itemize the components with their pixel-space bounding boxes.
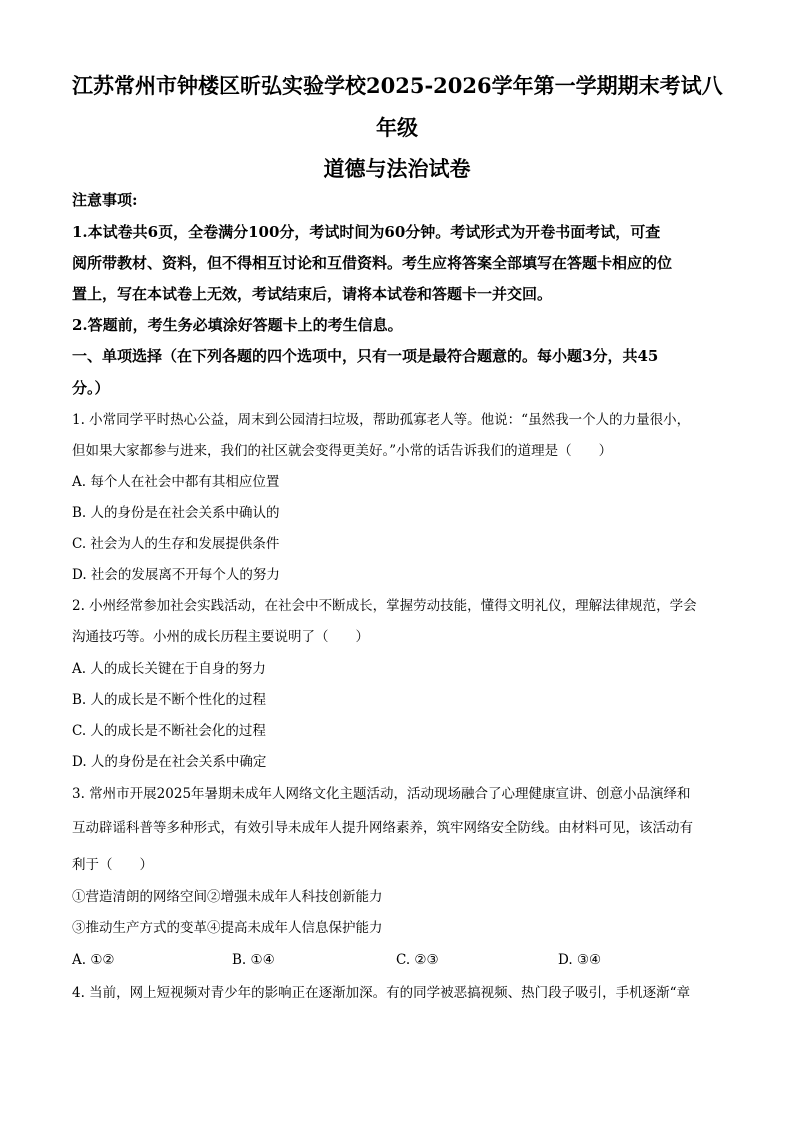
section-1-heading-line-2: 分。） [72, 379, 110, 397]
question-3-statement-line-2: ③推动生产方式的变革④提高未成年人信息保护能力 [72, 920, 383, 936]
section-1-heading-line-1: 一、单项选择（在下列各题的四个选项中，只有一项是最符合题意的。每小题3分，共45 [72, 347, 659, 365]
question-4-stem-line-1: 4. 当前，网上短视频对青少年的影响正在逐渐加深。有的同学被恶搞视频、热门段子吸引，手机逐渐“章 [72, 985, 691, 1001]
question-3-option-a: A. ①② [72, 952, 115, 968]
question-3-option-d: D. ③④ [558, 952, 602, 968]
exam-title-line-1: 江苏常州市钟楼区昕弘实验学校2025-2026学年第一学期期末考试八 [72, 73, 723, 98]
question-1-option-d: D. 社会的发展离不开每个人的努力 [72, 567, 280, 583]
question-2-option-b: B. 人的成长是不断个性化的过程 [72, 692, 267, 708]
question-2-stem-line-2: 沟通技巧等。小州的成长历程主要说明了（ ） [72, 629, 369, 645]
question-1-option-b: B. 人的身份是在社会关系中确认的 [72, 505, 280, 521]
question-3-stem-line-1: 3. 常州市开展2025年暑期未成年人网络文化主题活动，活动现场融合了心理健康宣讲、创意小品演绎和 [72, 786, 691, 802]
notice-heading: 注意事项: [72, 191, 138, 209]
question-1-stem-line-2: 但如果大家都参与进来，我们的社区就会变得更美好。”小常的话告诉我们的道理是（ ） [72, 443, 613, 459]
question-1-option-a: A. 每个人在社会中都有其相应位置 [72, 474, 280, 490]
question-2-stem-line-1: 2. 小州经常参加社会实践活动，在社会中不断成长，掌握劳动技能，懂得文明礼仪，理解法律规范，学会 [72, 598, 697, 614]
question-3-option-b: B. ①④ [232, 952, 275, 968]
question-2-option-c: C. 人的成长是不断社会化的过程 [72, 723, 266, 739]
notice-item-1-line-2: 阅所带教材、资料，但不得相互讨论和互借资料。考生应将答案全部填写在答题卡相应的位 [72, 254, 673, 272]
question-2-option-d: D. 人的身份是在社会关系中确定 [72, 754, 267, 770]
exam-subtitle: 道德与法治试卷 [323, 156, 471, 181]
question-3-statement-line-1: ①营造清朗的网络空间②增强未成年人科技创新能力 [72, 889, 383, 905]
question-3-stem-line-2: 互动辟谣科普等多种形式，有效引导未成年人提升网络素养，筑牢网络安全防线。由材料可见，该活动有 [72, 820, 693, 836]
question-3-stem-line-3: 利于（ ） [72, 857, 153, 873]
question-1-option-c: C. 社会为人的生存和发展提供条件 [72, 536, 280, 552]
exam-title-line-2: 年级 [376, 115, 418, 140]
notice-item-1-line-3: 置上，写在本试卷上无效，考试结束后，请将本试卷和答题卡一并交回。 [72, 285, 553, 303]
question-2-option-a: A. 人的成长关键在于自身的努力 [72, 661, 266, 677]
notice-item-2: 2.答题前，考生务必填涂好答题卡上的考生信息。 [72, 316, 403, 334]
question-3-option-c: C. ②③ [396, 952, 439, 968]
notice-item-1-line-1: 1.本试卷共6页，全卷满分100分，考试时间为60分钟。考试形式为开卷书面考试，可查 [72, 223, 661, 241]
question-1-stem-line-1: 1. 小常同学平时热心公益，周末到公园清扫垃圾，帮助孤寡老人等。他说：“虽然我一个人的力量很小， [72, 412, 691, 428]
